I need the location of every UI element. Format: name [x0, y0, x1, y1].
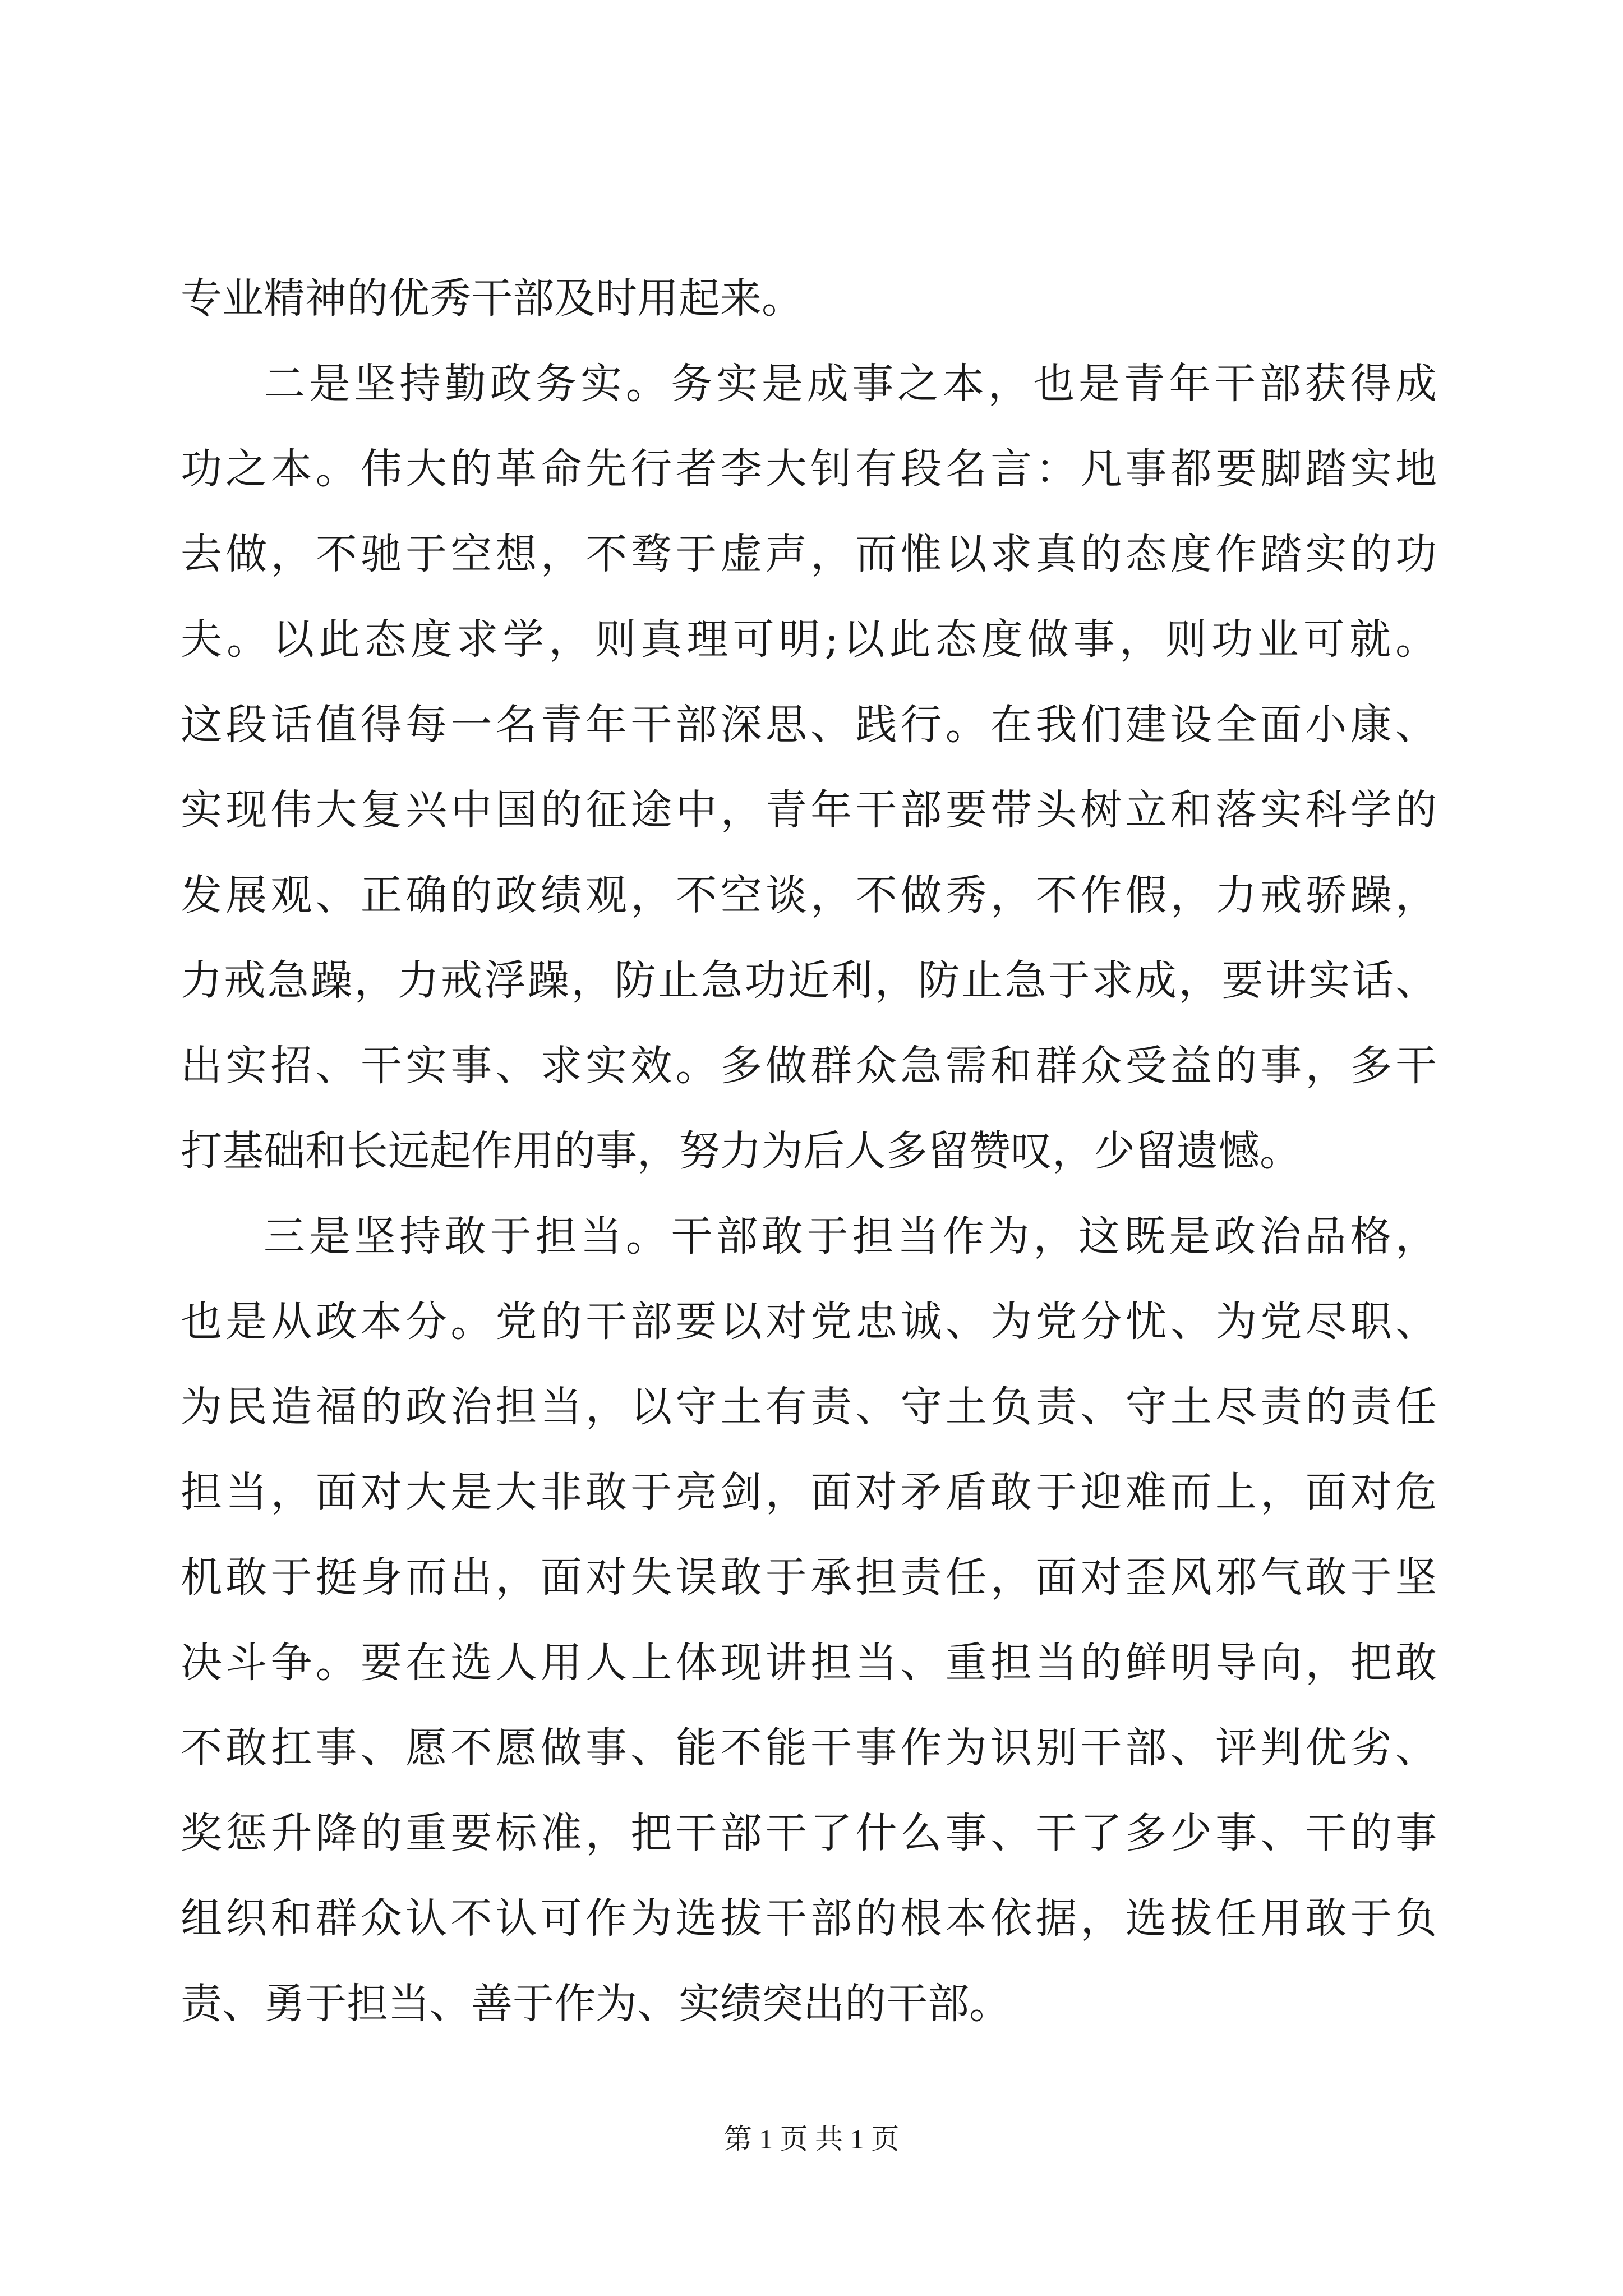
text-line: 打基础和长远起作用的事，努力为后人多留赞叹，少留遗憾。: [181, 1127, 1301, 1175]
text-line: 三是坚持敢于担当。干部敢于担当作为，这既是政治品格，: [264, 1212, 1437, 1260]
paragraph: [181, 256, 1437, 341]
text-line: 夫。以此态度求学，则真理可明;以此态度做事，则功业可就。: [181, 615, 1437, 664]
text-line: 机敢于挺身而出，面对失误敢于承担责任，面对歪风邪气敢于坚: [181, 1553, 1437, 1602]
text-line: 出实招、干实事、求实效。多做群众急需和群众受益的事，多干: [181, 1042, 1437, 1090]
paragraph: [181, 1194, 1437, 2046]
text-line: 为民造福的政治担当，以守土有责、守土负责、守土尽责的责任: [181, 1383, 1437, 1431]
text-line: 担当，面对大是大非敢于亮剑，面对矛盾敢于迎难而上，面对危: [181, 1468, 1437, 1516]
text-line: 功之本。伟大的革命先行者李大钊有段名言：凡事都要脚踏实地: [181, 445, 1437, 493]
text-line: 二是坚持勤政务实。务实是成事之本，也是青年干部获得成: [264, 360, 1437, 408]
text-line: 责、勇于担当、善于作为、实绩突出的干部。: [181, 1980, 1011, 2028]
text-line: 发展观、正确的政绩观，不空谈，不做秀，不作假，力戒骄躁，: [181, 871, 1437, 919]
text-line: 决斗争。要在选人用人上体现讲担当、重担当的鲜明导向，把敢: [181, 1639, 1437, 1687]
text-line: 实现伟大复兴中国的征途中，青年干部要带头树立和落实科学的: [181, 786, 1437, 834]
text-line: 不敢扛事、愿不愿做事、能不能干事作为识别干部、评判优劣、: [181, 1724, 1437, 1772]
text-line: 这段话值得每一名青年干部深思、践行。在我们建设全面小康、: [181, 701, 1437, 749]
text-line: 组织和群众认不认可作为选拔干部的根本依据，选拔任用敢于负: [181, 1894, 1437, 1943]
text-line: 去做，不驰于空想，不骛于虚声，而惟以求真的态度作踏实的功: [181, 530, 1437, 578]
document-body: [181, 256, 1437, 2046]
paragraph: [181, 341, 1437, 1194]
text-line: 力戒急躁，力戒浮躁，防止急功近利，防止急于求成，要讲实话、: [181, 956, 1437, 1005]
text-line: 奖惩升降的重要标准，把干部干了什么事、干了多少事、干的事: [181, 1809, 1437, 1857]
page-number-footer: 第 1 页 共 1 页: [723, 2123, 900, 2155]
text-line: 专业精神的优秀干部及时用起来。: [181, 274, 803, 323]
text-line: 也是从政本分。党的干部要以对党忠诚、为党分忧、为党尽职、: [181, 1297, 1437, 1346]
